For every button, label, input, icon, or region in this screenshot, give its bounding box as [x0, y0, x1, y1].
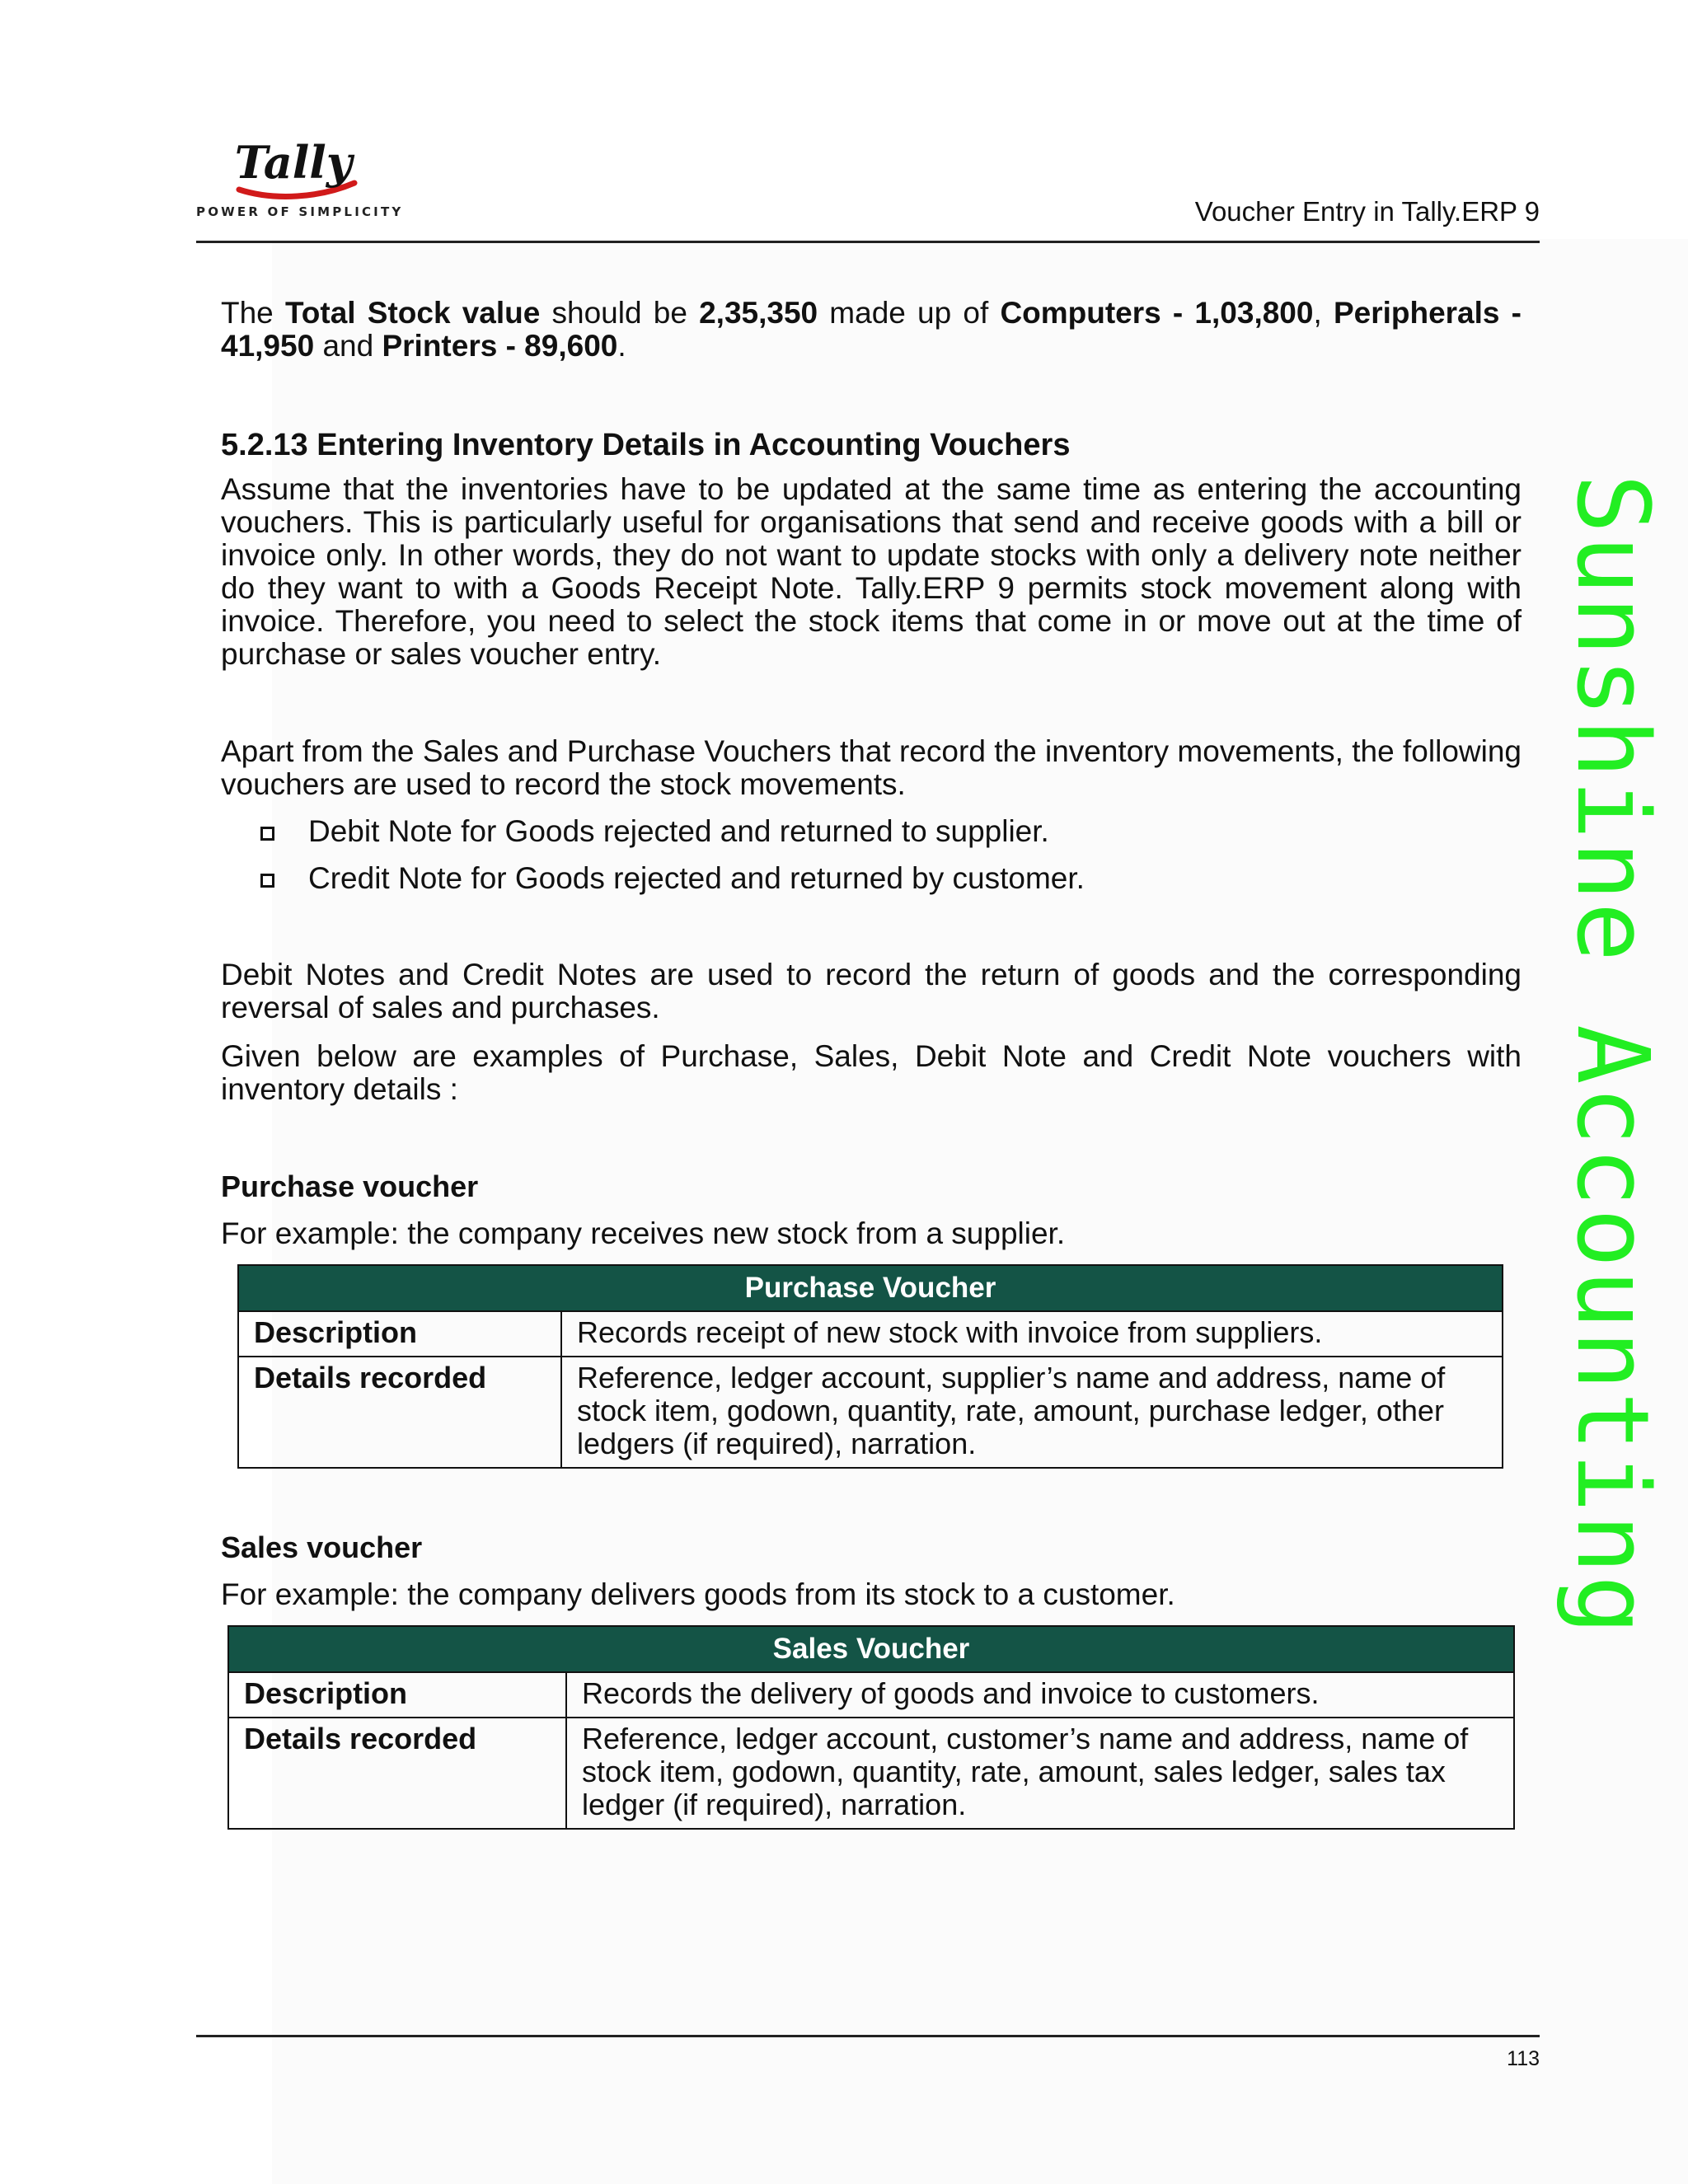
table-row — [228, 1672, 1514, 1718]
footer-rule — [196, 2035, 1540, 2037]
list-item: Credit Note for Goods rejected and returned by customer. — [221, 862, 1522, 895]
page-number: 113 — [1507, 2047, 1540, 2070]
table-cell-key: Description — [228, 1672, 566, 1718]
table-cell-value: Reference, ledger account, supplier’s name and address, name of stock item, godown, quantity, rate, amount, purchase ledger, other ledgers (if required), narration. — [561, 1357, 1503, 1468]
voucher-bullet-list — [221, 815, 1522, 895]
table-row — [238, 1311, 1503, 1357]
table-cell-key: Description — [238, 1311, 561, 1357]
section-paragraph-3: Debit Notes and Credit Notes are used to record the return of goods and the corresponding reversal of sales and purchases. — [221, 958, 1522, 1024]
table-cell-value: Reference, ledger account, customer’s name and address, name of stock item, godown, quantity, rate, amount, sales ledger, sales tax ledger (if required), narration. — [566, 1718, 1514, 1829]
sales-voucher-example: For example: the company delivers goods from its stock to a customer. — [221, 1577, 1175, 1611]
logo-tagline: POWER OF SIMPLICITY — [196, 204, 404, 219]
sales-voucher-table — [227, 1625, 1515, 1830]
purchase-voucher-table — [237, 1264, 1503, 1469]
logo-wordmark: Tally — [234, 136, 353, 189]
purchase-voucher-heading: Purchase voucher — [221, 1169, 479, 1203]
table-title: Sales Voucher — [228, 1626, 1514, 1672]
table-row — [228, 1718, 1514, 1829]
main-content — [221, 297, 1522, 1830]
section-heading: 5.2.13 Entering Inventory Details in Accounting Vouchers — [221, 428, 1071, 462]
table-title: Purchase Voucher — [238, 1265, 1503, 1311]
table-cell-value: Records receipt of new stock with invoice from suppliers. — [561, 1311, 1503, 1357]
purchase-voucher-example: For example: the company receives new stock from a supplier. — [221, 1216, 1066, 1250]
section-paragraph-1: Assume that the inventories have to be updated at the same time as entering the accounting vouchers. This is particularly useful for organisations that send and receive goods with a bill or invoice only. In other words, they do not want to update stocks with only a delivery note neither do they want to with a Goods Receipt Note. Tally.ERP 9 permits stock movement along with invoice. Therefore, you need to select the stock items that come in or move out at the time of purchase or sales voucher entry. — [221, 472, 1522, 671]
header-title: Voucher Entry in Tally.ERP 9 — [1194, 196, 1540, 227]
table-cell-key: Details recorded — [238, 1357, 561, 1468]
table-row — [238, 1357, 1503, 1468]
watermark-text: Sunshine Accounting — [1554, 474, 1669, 1637]
table-cell-key: Details recorded — [228, 1718, 566, 1829]
section-paragraph-4: Given below are examples of Purchase, Sales, Debit Note and Credit Note vouchers with inventory details : — [221, 1039, 1522, 1106]
table-cell-value: Records the delivery of goods and invoice to customers. — [566, 1672, 1514, 1718]
square-bullet-icon — [260, 827, 274, 841]
section-paragraph-2: Apart from the Sales and Purchase Vouchers that record the inventory movements, the following vouchers are used to record the stock movements. — [221, 734, 1522, 801]
table-header-row — [228, 1626, 1514, 1672]
table-header-row — [238, 1265, 1503, 1311]
list-item: Debit Note for Goods rejected and returned to supplier. — [221, 815, 1522, 848]
header-rule — [196, 241, 1540, 243]
sales-voucher-heading: Sales voucher — [221, 1530, 423, 1564]
stock-value-intro: The Total Stock value should be 2,35,350 made up of Computers - 1,03,800, Peripherals - 41,950 and Printers - 89,600. — [221, 296, 1522, 363]
square-bullet-icon — [260, 874, 274, 888]
